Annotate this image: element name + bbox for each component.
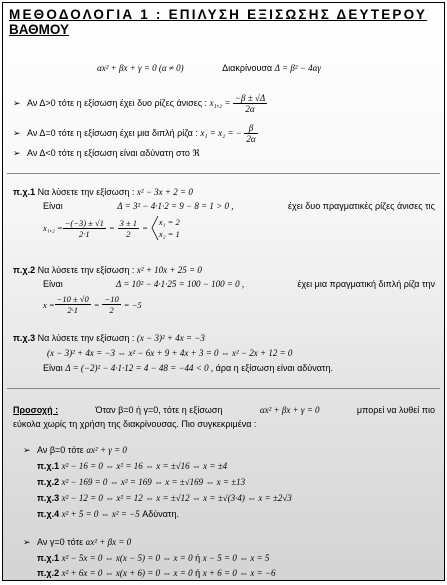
note-equation: αx² + βx + γ = 0 <box>259 405 320 415</box>
note-line-2: εύκολα χωρίς τη χρήση της διακρίνουσας. Πιο συγκεκριμένα : <box>13 419 257 429</box>
example-word: Είναι <box>43 279 63 289</box>
root-fraction-1 <box>55 294 91 315</box>
example-math: x² + 6x = 0 ⇔ x(x + 6) = 0 ⇔ x = 0 <box>61 568 193 578</box>
arrow-bullet-icon: ➢ <box>13 127 21 138</box>
note-text-2: μπορεί να λυθεί πιο <box>356 405 435 415</box>
case-positive <box>13 93 267 114</box>
example-2-header <box>13 265 202 275</box>
example-intro: Να λύσετε την εξίσωση : <box>37 333 135 343</box>
discriminant-formula: Δ = β² − 4αγ <box>274 63 321 73</box>
example-3-discriminant <box>43 363 333 373</box>
or-word: ή <box>195 568 201 578</box>
example-equation: x² + 10x + 25 = 0 <box>136 265 202 275</box>
example-label: π.χ.1 <box>37 553 60 563</box>
title-line-2: ΒΑΘΜΟΥ <box>9 22 70 37</box>
example-discriminant: Δ = (−2)² − 4·1·12 = 4 − 48 = −44 < 0 , <box>65 363 214 373</box>
roots-lhs: x₁,₂ = <box>43 223 63 233</box>
example-math: x² − 16 = 0 ⇔ x² = 16 ⇔ x = ±√16 ⇔ x = ±4 <box>61 461 228 471</box>
gamma-zero-heading <box>23 537 131 548</box>
case-text: Αν Δ<0 τότε η εξίσωση είναι αδύνατη στο ℜ <box>27 148 200 158</box>
case-formula-lhs: x₁ = x₂ = − <box>200 127 242 138</box>
note-text-1: Όταν β=0 ή γ=0, τότε η εξίσωση <box>95 405 223 415</box>
worksheet-page <box>2 2 445 581</box>
case-formula-lhs: x₁,₂ = <box>209 97 231 108</box>
arrow-bullet-icon: ➢ <box>13 148 21 158</box>
example-equation: (x − 3)² + 4x = −3 <box>136 333 205 343</box>
example-label: π.χ.3 <box>13 333 36 343</box>
example-label: π.χ.3 <box>37 493 60 503</box>
root-1: x₁ = 2 <box>158 217 180 227</box>
fraction-denominator: 2·1 <box>67 305 78 315</box>
example-3-header <box>13 333 205 343</box>
note-label: Προσοχή : <box>13 405 59 415</box>
or-word: ή <box>195 553 201 563</box>
example-discriminant: Δ = 3² − 4·1·2 = 9 − 8 = 1 > 0 , <box>117 201 234 211</box>
example-label: π.χ.1 <box>13 187 36 197</box>
case-text: Αν Δ=0 τότε η εξίσωση έχει μια διπλή ρίζα : <box>27 127 198 138</box>
roots-fraction-1 <box>63 218 106 239</box>
example-word: Είναι <box>43 201 63 211</box>
example-1-roots <box>43 215 180 241</box>
root-2: x₂ = 1 <box>158 229 180 239</box>
beta-zero-text: Αν β=0 τότε <box>37 445 84 455</box>
example-3-expansion: (x − 3)² + 4x = −3 ⇔ x² − 6x + 9 + 4x + 3 = 0 ⇔ x² − 2x + 12 = 0 <box>47 348 293 358</box>
discriminant-label: Διακρίνουσα <box>222 63 273 73</box>
beta-zero-equation: αx² + γ = 0 <box>86 445 127 455</box>
fraction-denominator: 2α <box>246 134 256 144</box>
root-lhs: x = <box>43 299 55 310</box>
fraction-denominator: 2α <box>245 104 255 114</box>
page-title <box>9 7 439 37</box>
gamma-zero-example-1 <box>37 553 269 563</box>
example-word: Είναι <box>43 363 63 373</box>
beta-zero-example-4 <box>37 509 179 519</box>
gamma-zero-text: Αν γ=0 τότε <box>37 537 84 547</box>
root-result: = −5 <box>123 299 142 310</box>
fraction-numerator: −(−3) ± √1 <box>64 217 104 228</box>
fraction-denominator: 2 <box>109 305 114 315</box>
example-2-root <box>43 294 142 315</box>
example-math-2: x − 5 = 0 ⇔ x = 5 <box>202 553 270 563</box>
divider <box>7 173 440 174</box>
example-note: Αδύνατη. <box>142 509 179 519</box>
case-zero <box>13 123 258 144</box>
case-text: Αν Δ>0 τότε η εξίσωση έχει δυο ρίζες άνισες : <box>27 97 208 108</box>
note-line-1 <box>13 405 435 415</box>
example-conclusion: άρα η εξίσωση είναι αδύνατη. <box>215 363 333 373</box>
example-1-header <box>13 187 193 197</box>
arrow-bullet-icon: ➢ <box>23 537 31 547</box>
brace-icon <box>151 215 159 241</box>
arrow-bullet-icon: ➢ <box>23 445 31 455</box>
example-label: π.χ.1 <box>37 461 60 471</box>
fraction-denominator: 2·1 <box>78 228 90 239</box>
equals-sign: = <box>93 299 100 310</box>
example-label: π.χ.2 <box>13 265 36 275</box>
divider <box>7 388 440 389</box>
gamma-zero-example-2 <box>37 568 275 578</box>
example-math: x² − 169 = 0 ⇔ x² = 169 ⇔ x = ±√169 ⇔ x = ±13 <box>61 477 246 487</box>
fraction-numerator: β <box>244 123 257 134</box>
gamma-zero-equation: αx² + βx = 0 <box>85 537 132 547</box>
beta-zero-example-3 <box>37 493 292 503</box>
example-discriminant: Δ = 10² − 4·1·25 = 100 − 100 = 0 , <box>115 279 245 289</box>
example-label: π.χ.2 <box>37 477 60 487</box>
title-line-1: ΜΕΘΟΔΟΛΟΓΙΑ 1 : ΕΠΙΛΥΣΗ ΕΞΙΣΩΣΗΣ ΔΕΥΤΕΡΟΥ <box>9 7 428 22</box>
example-math-2: x + 6 = 0 ⇔ x = −6 <box>202 568 276 578</box>
example-intro: Να λύσετε την εξίσωση : <box>37 265 135 275</box>
example-label: π.χ.4 <box>37 509 60 519</box>
example-conclusion: έχει δυο πραγματικές ρίζες άνισες τις <box>288 201 435 211</box>
example-equation: x² − 3x + 2 = 0 <box>136 187 193 197</box>
case-fraction <box>244 123 257 144</box>
case-negative <box>13 148 200 159</box>
roots-brace <box>151 215 180 241</box>
example-1-discriminant <box>43 201 435 211</box>
fraction-numerator: −β ± √Δ <box>234 93 266 103</box>
equals-sign: = <box>108 223 115 233</box>
case-fraction <box>233 93 267 114</box>
arrow-bullet-icon: ➢ <box>13 97 21 108</box>
root-fraction-2 <box>102 294 120 315</box>
example-intro: Να λύσετε την εξίσωση : <box>37 187 135 197</box>
general-equation-row <box>97 63 321 73</box>
beta-zero-example-2 <box>37 477 245 487</box>
example-math: x² − 12 = 0 ⇔ x² = 12 ⇔ x = ±√12 ⇔ x = ±√(3·4) ⇔ x = ±2√3 <box>61 493 292 503</box>
roots-fraction-2 <box>118 218 139 239</box>
example-math: x² − 5x = 0 ⇔ x(x − 5) = 0 ⇔ x = 0 <box>61 553 193 563</box>
example-2-discriminant <box>43 279 435 289</box>
fraction-numerator: 3 ± 1 <box>119 217 138 228</box>
example-math: x² + 5 = 0 ⇔ x² = −5 <box>61 509 140 519</box>
example-label: π.χ.2 <box>37 568 60 578</box>
fraction-numerator: −10 ± √0 <box>56 294 89 304</box>
fraction-numerator: −10 <box>104 294 119 304</box>
fraction-denominator: 2 <box>126 228 131 239</box>
equals-sign: = <box>142 223 148 233</box>
example-conclusion: έχει μια πραγματική διπλή ρίζα την <box>297 279 435 289</box>
general-equation: αx² + βx + γ = 0 (α ≠ 0) <box>97 63 184 73</box>
beta-zero-heading <box>23 445 127 456</box>
beta-zero-example-1 <box>37 461 227 471</box>
